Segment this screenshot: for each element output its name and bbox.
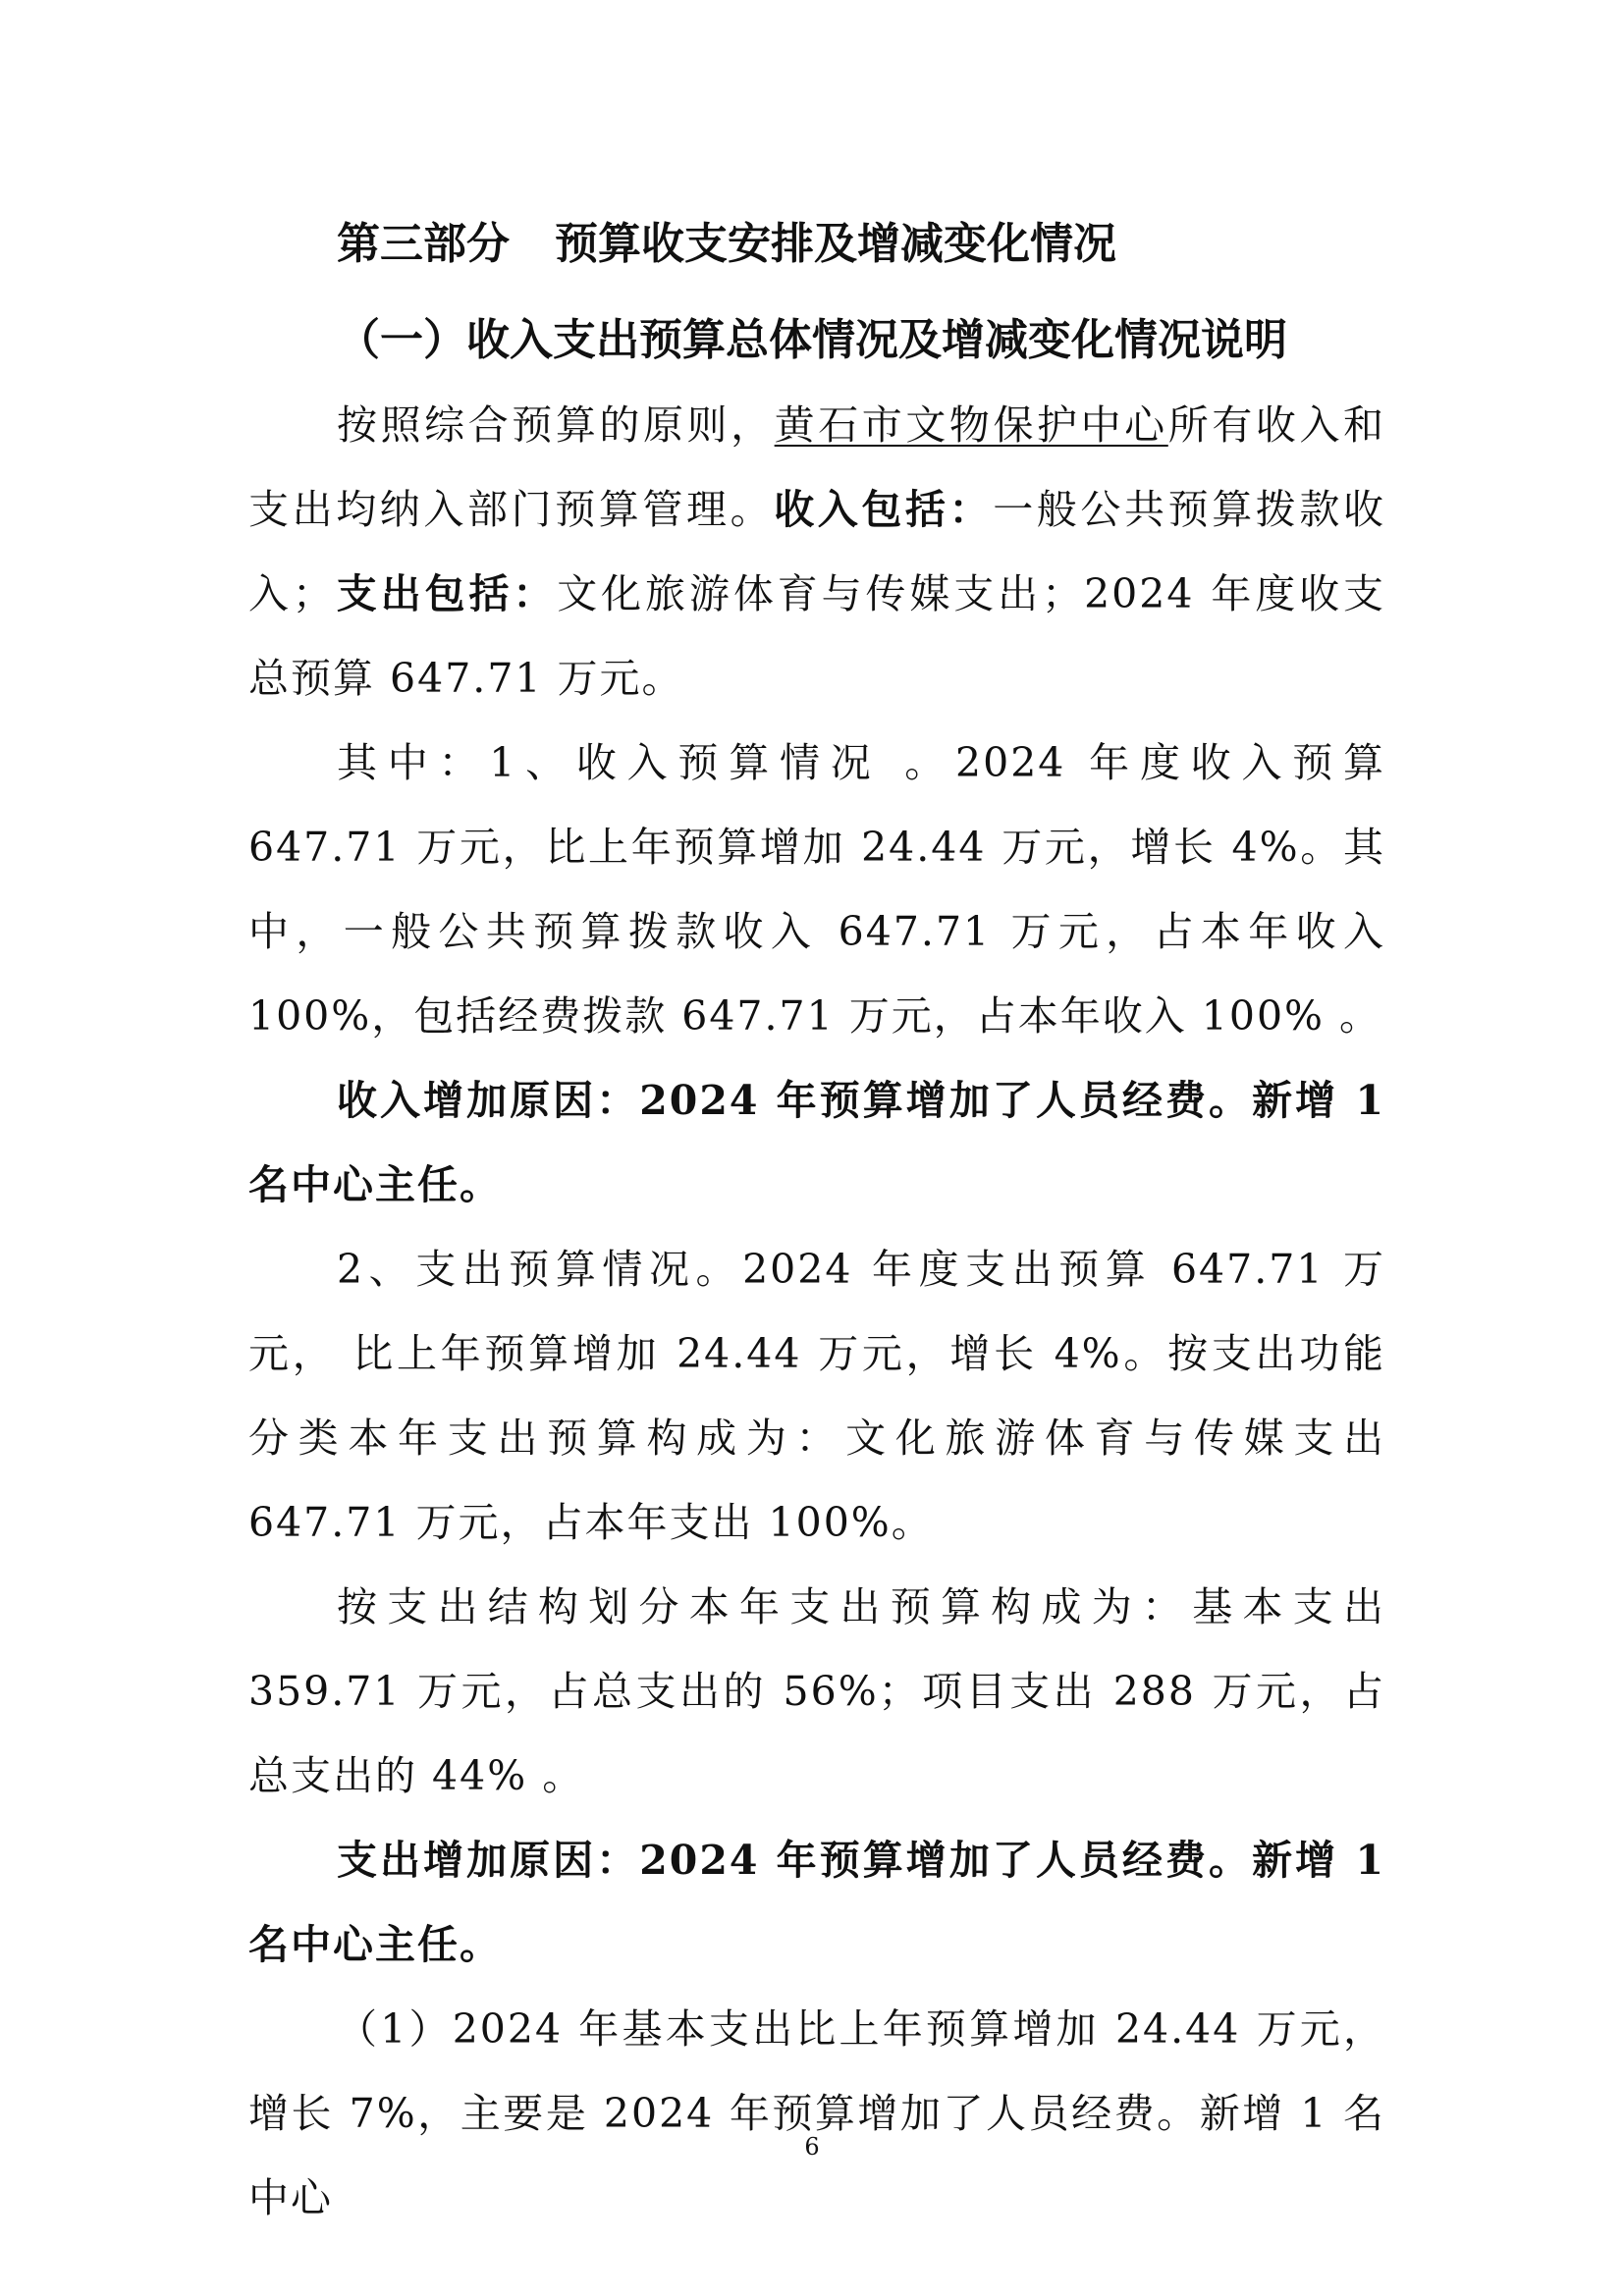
document-body [248, 208, 1385, 2240]
paragraph-income-budget: 其中：1、收入预算情况 。2024 年度收入预算 647.71 万元，比上年预算增加 24.44 万元，增长 4%。其中，一般公共预算拨款收入 647.71 万元，占本年收入 100%，包括经费拨款 647.71 万元，占本年收入 100% 。 [248, 739, 1385, 1040]
overview-scope: 所有收入和支出均纳入部门预算管理。 [248, 401, 1386, 533]
page-number: 6 [804, 2133, 820, 2161]
sub-title: （一）收入支出预算总体情况及增减变化情况说明 [337, 315, 1287, 365]
overview-intro: 按照综合预算的原则， [337, 401, 775, 449]
section-title [337, 208, 1385, 281]
unit-name: 黄石市文物保护中心 [774, 401, 1168, 449]
paragraph-basic-expense: （1）2024 年基本支出比上年预算增加 24.44 万元，增长 7%，主要是 2024 年预算增加了人员经费。新增 1 名中心 [248, 2005, 1385, 2221]
section-title-text: 预算收支安排及增减变化情况 [555, 219, 1116, 269]
income-label: 收入包括： [774, 486, 994, 533]
paragraph-income-reason: 收入增加原因：2024 年预算增加了人员经费。新增 1 名中心主任。 [248, 1077, 1385, 1208]
paragraph-overview [248, 383, 1385, 721]
paragraph-expense-structure: 按支出结构划分本年支出预算构成为：基本支出 359.71 万元，占总支出的 56%；项目支出 288 万元，占总支出的 44% 。 [248, 1583, 1385, 1799]
income-items: 一般公共预算拨款收入； [248, 486, 1386, 617]
expense-items: 文化旅游体育与传媒支出；2024 年度收支总预算 647.71 万元。 [248, 570, 1386, 702]
paragraph-expense-reason: 支出增加原因：2024 年预算增加了人员经费。新增 1 名中心主任。 [248, 1837, 1385, 1968]
paragraph-expense-budget: 2、支出预算情况。2024 年度支出预算 647.71 万元， 比上年预算增加 24.44 万元，增长 4%。按支出功能分类本年支出预算构成为：文化旅游体育与传媒支出 647.71 万元，占本年支出 100%。 [248, 1246, 1385, 1546]
section-title-part: 第三部分 [337, 219, 510, 269]
expense-label: 支出包括： [334, 570, 558, 617]
